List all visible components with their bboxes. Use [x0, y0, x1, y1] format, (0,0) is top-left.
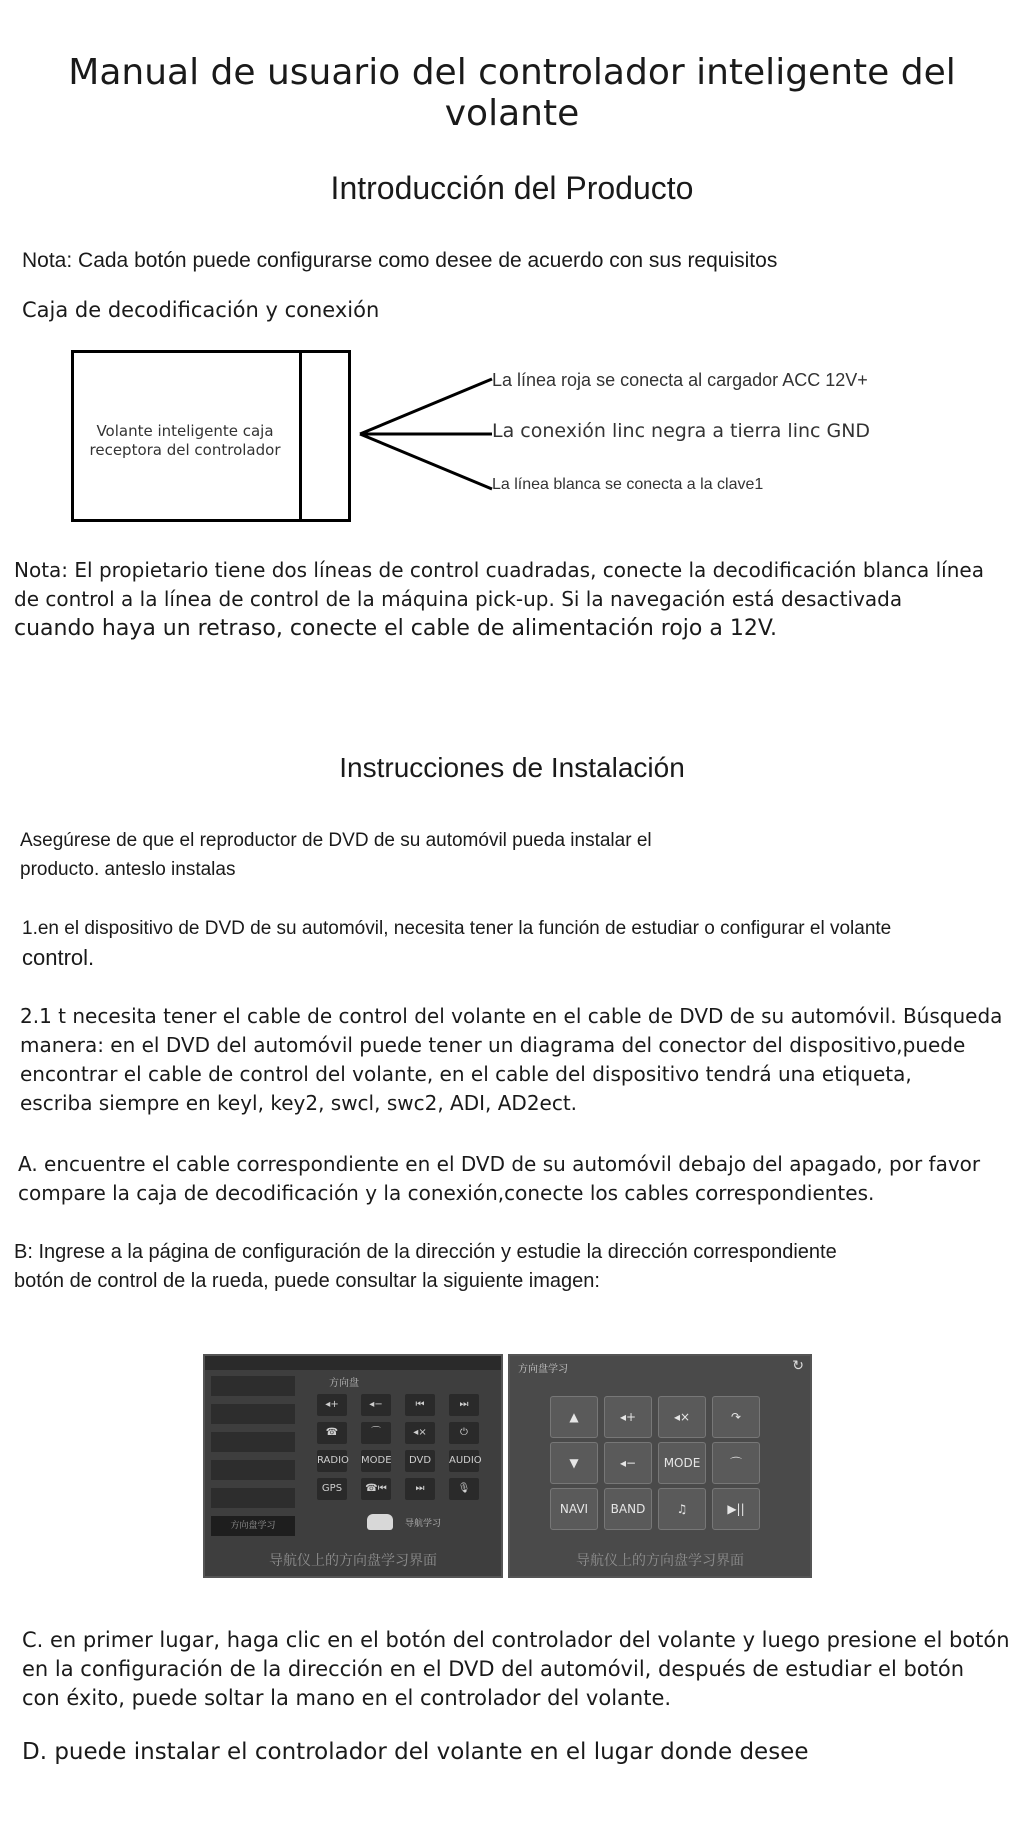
grid-button[interactable]: MODE	[361, 1450, 391, 1472]
grid-button[interactable]: AUDIO	[449, 1450, 479, 1472]
install-pA-line-1: A. encuentre el cable correspondiente en el DVD de su automóvil debajo del apagado, por favor	[18, 1152, 981, 1176]
learning-tile[interactable]: NAVI	[550, 1488, 598, 1530]
car-icon	[367, 1514, 393, 1530]
back-icon: ↻	[792, 1358, 804, 1374]
learning-tile[interactable]: ▼	[550, 1442, 598, 1484]
grid-button[interactable]: ◂−	[361, 1394, 391, 1416]
wire-black-label: La conexión linc negra a tierra linc GND	[492, 420, 871, 442]
install-pA-line-2: compare la caja de decodificación y la conexión,conecte los cables correspondientes.	[18, 1181, 875, 1205]
install-pC-line-3: con éxito, puede soltar la mano en el controlador del volante.	[22, 1686, 672, 1710]
side-item-steering-learning: 方向盘学习	[211, 1516, 295, 1536]
install-p2-line-2: manera: en el DVD del automóvil puede tener un diagrama del conector del dispositivo,puede	[20, 1033, 966, 1057]
install-pB-line-2: botón de control de la rueda, puede consultar la siguiente imagen:	[14, 1270, 600, 1292]
learning-tile[interactable]: ▲	[550, 1396, 598, 1438]
intro-heading: Introducción del Producto	[330, 170, 694, 206]
wire-red-line	[360, 379, 492, 434]
grid-button[interactable]: ⏮	[405, 1394, 435, 1416]
receiver-box-label-line-1: Volante inteligente caja	[96, 422, 274, 440]
install-pB-line-1: B: Ingrese a la página de configuración de la dirección y estudie la dirección correspondiente	[14, 1241, 837, 1263]
learning-tile[interactable]: ◂+	[604, 1396, 652, 1438]
left-learn-label: 导航学习	[405, 1519, 442, 1529]
install-pA	[18, 1150, 980, 1208]
grid-button[interactable]: ⏭	[405, 1478, 435, 1500]
wire-red-label: La línea roja se conecta al cargador ACC 12V+	[492, 370, 868, 390]
grid-button[interactable]: 🎙	[449, 1478, 479, 1500]
install-pD: D. puede instalar el controlador del volante en el lugar donde desee	[22, 1739, 809, 1765]
grid-button[interactable]: ⏭	[449, 1394, 479, 1416]
grid-button[interactable]: ☎⏮	[361, 1478, 391, 1500]
grid-button[interactable]: RADIO	[317, 1450, 347, 1472]
grid-button[interactable]: ☎	[317, 1422, 347, 1444]
install-pC	[22, 1626, 1010, 1713]
intro-note2-line-3: cuando haya un retraso, conecte el cable de alimentación rojo a 12V.	[14, 616, 778, 641]
install-p0-line-1: Asegúrese de que el reproductor de DVD de su automóvil pueda instalar el	[20, 830, 652, 851]
learning-tile[interactable]: ↷	[712, 1396, 760, 1438]
side-item	[211, 1432, 295, 1452]
install-p0-line-2: producto. anteslo instalas	[20, 859, 236, 880]
learning-tile[interactable]: ⌒	[712, 1442, 760, 1484]
side-item	[211, 1460, 295, 1480]
learning-screen-right	[508, 1354, 812, 1578]
install-pC-line-2: en la configuración de la dirección en el DVD del automóvil, después de estudiar el botón	[22, 1657, 965, 1681]
receiver-box-divider	[299, 350, 302, 522]
grid-button[interactable]: ◂+	[317, 1394, 347, 1416]
intro-note2	[14, 556, 984, 643]
left-screen-header: 方向盘	[329, 1378, 359, 1389]
wire-lines	[350, 370, 500, 500]
learning-tile[interactable]: BAND	[604, 1488, 652, 1530]
wire-white-label: La línea blanca se conecta a la clave1	[492, 476, 764, 493]
grid-button[interactable]: DVD	[405, 1450, 435, 1472]
grid-button[interactable]: GPS	[317, 1478, 347, 1500]
receiver-box-label	[74, 422, 296, 460]
intro-note: Nota: Cada botón puede configurarse como desee de acuerdo con sus requisitos	[22, 249, 778, 272]
learning-tile[interactable]: ◂×	[658, 1396, 706, 1438]
install-p2-line-4: escriba siempre en keyl, key2, swcl, swc2, ADI, AD2ect.	[20, 1091, 578, 1115]
intro-note2-line-1: Nota: El propietario tiene dos líneas de control cuadradas, conecte la decodificación blanca línea	[14, 558, 984, 582]
install-p2	[20, 1002, 1002, 1118]
learning-screen-left	[203, 1354, 503, 1578]
grid-button[interactable]: ⌒	[361, 1422, 391, 1444]
grid-button[interactable]: ◂×	[405, 1422, 435, 1444]
side-item	[211, 1488, 295, 1508]
install-pC-line-1: C. en primer lugar, haga clic en el botón del controlador del volante y luego presione el botón	[22, 1628, 1010, 1652]
learning-tile[interactable]: ◂−	[604, 1442, 652, 1484]
intro-note2-line-2: de control a la línea de control de la máquina pick-up. Si la navegación está desactivada	[14, 587, 903, 611]
install-p1-line-1: 1.en el dispositivo de DVD de su automóvil, necesita tener la función de estudiar o configurar el volante	[22, 918, 892, 939]
learning-tile[interactable]: ♫	[658, 1488, 706, 1530]
decoder-subheading: Caja de decodificación y conexión	[22, 298, 380, 322]
learning-tile[interactable]: ▶||	[712, 1488, 760, 1530]
install-heading: Instrucciones de Instalación	[339, 752, 685, 783]
side-item	[211, 1376, 295, 1396]
grid-button[interactable]: ⏻	[449, 1422, 479, 1444]
page-title: Manual de usuario del controlador inteligente del volante	[68, 52, 956, 134]
right-screen-header: 方向盘学习	[518, 1364, 568, 1375]
install-pB	[14, 1238, 837, 1296]
install-p1-line-2: control.	[22, 945, 95, 970]
install-p2-line-1: 2.1 t necesita tener el cable de control del volante en el cable de DVD de su automóvil. Búsqueda	[20, 1004, 1003, 1028]
install-p0	[20, 826, 652, 884]
right-screen-caption: 导航仪上的方向盘学习界面	[576, 1553, 744, 1569]
receiver-box-label-line-2: receptora del controlador	[89, 441, 281, 459]
learning-tile[interactable]: MODE	[658, 1442, 706, 1484]
install-p2-line-3: encontrar el cable de control del volante, en el cable del dispositivo tendrá una etiqueta,	[20, 1062, 912, 1086]
side-item	[211, 1404, 295, 1424]
install-p1	[22, 914, 891, 972]
wire-white-line	[360, 434, 492, 489]
left-screen-caption: 导航仪上的方向盘学习界面	[269, 1553, 437, 1569]
left-screen-statusbar	[205, 1356, 501, 1370]
